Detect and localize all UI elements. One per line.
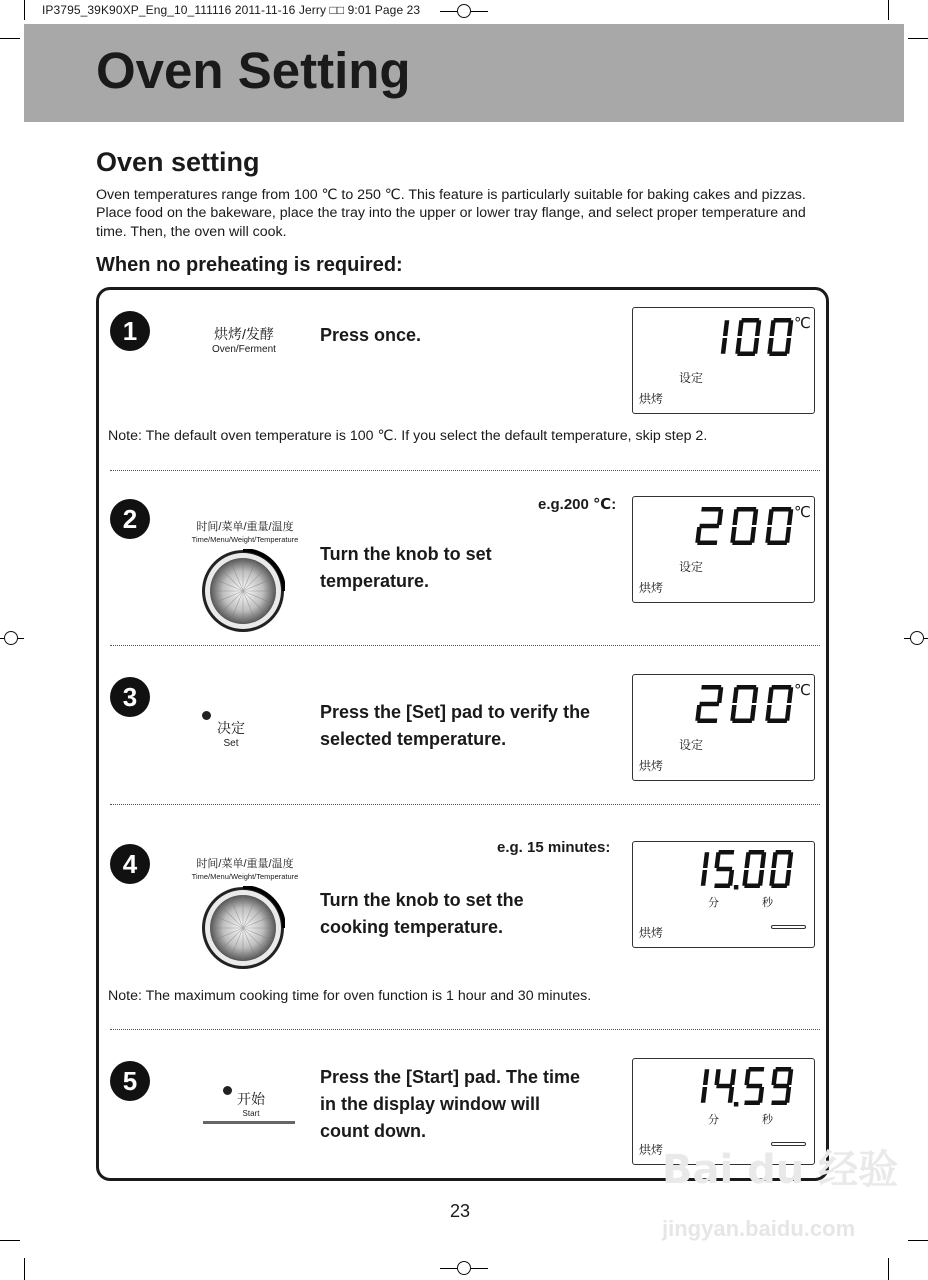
lcd-segment (758, 1087, 764, 1103)
lcd-segment (787, 509, 793, 525)
lcd-segment (785, 705, 791, 721)
step-number: 3 (110, 677, 150, 717)
lcd-segment (769, 320, 775, 336)
step-example: e.g.200 ℃: (538, 496, 617, 513)
lcd-segment (703, 1069, 709, 1085)
step-number: 4 (110, 844, 150, 884)
button-label-cn: 烘烤/发酵 (214, 326, 274, 342)
lcd-segment (750, 527, 756, 543)
lcd-segment (744, 1069, 750, 1085)
lcd-segment (730, 527, 736, 543)
lcd-segment (732, 541, 752, 546)
button-label-cn: 开始 (237, 1091, 265, 1107)
lcd-segment (717, 509, 723, 525)
knob-icon (201, 549, 285, 633)
lcd-mode-label: 烘烤 (639, 759, 664, 773)
lcd-segment (697, 719, 717, 724)
knob-label (175, 855, 315, 881)
lcd-segment (752, 509, 758, 525)
crop-mark (888, 1258, 889, 1280)
lcd-minute-label: 分 (708, 1114, 719, 1126)
crop-mark (908, 38, 928, 39)
lcd-segment (744, 852, 750, 868)
lcd-segment (767, 509, 773, 525)
lcd-segment (767, 687, 773, 703)
lcd-segment (723, 320, 729, 336)
lcd-segment (695, 705, 701, 721)
step-instruction: Turn the knob to set the cooking temperature. (320, 890, 524, 937)
knob-icon (201, 886, 285, 970)
lcd-minute-label: 分 (708, 897, 719, 909)
lcd-display (632, 496, 815, 603)
crop-mark (0, 1240, 20, 1241)
crop-mark (0, 38, 20, 39)
lcd-segment (785, 338, 791, 354)
lcd-mode-label: 烘烤 (639, 581, 664, 595)
lcd-segment (714, 1069, 720, 1085)
step-instruction: Press the [Start] pad. The time in the display window will count down. (320, 1067, 581, 1141)
indicator-dot (223, 1086, 232, 1095)
lcd-segment (736, 685, 756, 690)
crop-mark (24, 1258, 25, 1280)
knob-label-en: Time/Menu/Weight/Temperature (191, 872, 299, 881)
lcd-segment (695, 527, 701, 543)
step-instruction: Press the [Set] pad to verify the selected temperature. (320, 702, 591, 749)
lcd-segment (767, 541, 787, 546)
registration-mark-icon (457, 1261, 471, 1275)
start-pad-line (203, 1121, 295, 1124)
lcd-segment (765, 705, 771, 721)
lcd-segment (771, 1069, 777, 1085)
lcd-segment (732, 509, 738, 525)
lcd-segment (753, 338, 759, 354)
lcd-segment (771, 685, 791, 690)
step-divider (110, 1029, 820, 1030)
lcd-segment (732, 719, 752, 724)
lcd-segment (765, 527, 771, 543)
lcd-segment (758, 870, 764, 886)
lcd-display (632, 674, 815, 781)
lcd-set-label: 设定 (679, 738, 704, 752)
step-divider (110, 470, 820, 471)
registration-mark-icon (457, 4, 471, 18)
lcd-set-label: 设定 (679, 560, 704, 574)
lcd-segment (785, 1087, 791, 1103)
lcd-segment (732, 687, 738, 703)
button-label-en: Start (242, 1109, 260, 1118)
lcd-progress-bar (771, 925, 806, 929)
oven-ferment-button[interactable] (212, 324, 276, 355)
crop-mark (888, 0, 889, 20)
start-button[interactable] (237, 1089, 265, 1118)
lcd-mode-label: 烘烤 (639, 926, 664, 940)
subheading: When no preheating is required: (96, 254, 403, 276)
lcd-unit: ℃ (794, 504, 811, 521)
lcd-segment (736, 507, 756, 512)
title-banner (24, 24, 904, 122)
lcd-second-label: 秒 (762, 897, 773, 909)
knob-label (175, 518, 315, 544)
lcd-segment (750, 705, 756, 721)
lcd-segment (755, 320, 761, 336)
lcd-segment (703, 852, 709, 868)
lcd-segment (701, 685, 721, 690)
baidu-watermark: Bai du 经验 (662, 1147, 899, 1193)
step-example: e.g. 15 minutes: (497, 839, 611, 856)
intro-paragraph: Oven temperatures range from 100 ℃ to 250 ℃. This feature is particularly suitable for baking cakes and pizzas. Place food on the bakeware, place the tray into the upper or lower tray flange, and select proper temperature and time. Then, the oven will cook. (96, 187, 806, 240)
lcd-segment (701, 507, 721, 512)
lcd-segment (730, 1069, 736, 1085)
page-number: 23 (450, 1201, 471, 1221)
lcd-decimal-point (734, 1102, 739, 1107)
button-label-en: Oven/Ferment (212, 344, 276, 355)
registration-mark-icon (4, 631, 18, 645)
lcd-segment (771, 1101, 787, 1106)
registration-mark-icon (910, 631, 924, 645)
lcd-segment (767, 719, 787, 724)
lcd-segment (728, 870, 734, 886)
time-menu-knob[interactable] (201, 549, 285, 638)
time-menu-knob[interactable] (201, 886, 285, 975)
button-label-en: Set (223, 738, 239, 749)
lcd-unit: ℃ (794, 315, 811, 332)
lcd-segment (742, 870, 748, 886)
lcd-display (632, 307, 815, 414)
lcd-segment (699, 524, 719, 529)
step-divider (110, 804, 820, 805)
step-number: 2 (110, 499, 150, 539)
crop-mark (24, 0, 25, 20)
lcd-segment (787, 687, 793, 703)
baidu-watermark-url: jingyan.baidu.com (662, 1216, 856, 1241)
step-divider (110, 645, 820, 646)
lcd-segment (760, 852, 766, 868)
lcd-segment (752, 687, 758, 703)
knob-label-cn: 时间/菜单/重量/温度 (196, 858, 294, 870)
lcd-segment (744, 1101, 760, 1106)
lcd-segment (769, 870, 775, 886)
lcd-segment (771, 852, 777, 868)
section-title: Oven setting (96, 147, 260, 177)
lcd-segment (771, 507, 791, 512)
button-label-cn: 决定 (217, 720, 245, 736)
lcd-mode-label: 烘烤 (639, 392, 664, 406)
indicator-dot (202, 711, 211, 720)
crop-mark (908, 1240, 928, 1241)
knob-label-cn: 时间/菜单/重量/温度 (196, 521, 294, 533)
lcd-segment (714, 852, 720, 868)
lcd-segment (787, 852, 793, 868)
lcd-segment (701, 870, 707, 886)
step-instruction: Press once. (320, 325, 422, 345)
print-header: IP3795_39K90XP_Eng_10_111116 2011-11-16 Jerry □□ 9:01 Page 23 (42, 3, 421, 17)
banner-title: Oven Setting (96, 42, 411, 99)
lcd-segment (714, 884, 730, 889)
lcd-segment (773, 1084, 789, 1089)
lcd-set-label: 设定 (679, 371, 704, 385)
lcd-mode-label: 烘烤 (639, 1143, 664, 1157)
lcd-decimal-point (734, 885, 739, 890)
lcd-segment (728, 1087, 734, 1103)
lcd-segment (699, 702, 719, 707)
lcd-unit: ℃ (794, 682, 811, 699)
lcd-display (632, 841, 815, 948)
step-number: 1 (110, 311, 150, 351)
step-note: Note: The default oven temperature is 100 ℃. If you select the default temperature, skip step 2. (108, 428, 708, 444)
step-instruction: Turn the knob to set temperature. (320, 544, 492, 591)
lcd-segment (735, 338, 741, 354)
set-button[interactable] (217, 718, 245, 749)
lcd-segment (721, 338, 727, 354)
step-note: Note: The maximum cooking time for oven function is 1 hour and 30 minutes. (108, 988, 592, 1004)
lcd-segment (717, 687, 723, 703)
lcd-segment (701, 1087, 707, 1103)
lcd-segment (787, 1069, 793, 1085)
knob-label-en: Time/Menu/Weight/Temperature (191, 535, 299, 544)
step-number: 5 (110, 1061, 150, 1101)
lcd-segment (785, 870, 791, 886)
lcd-segment (787, 320, 793, 336)
lcd-second-label: 秒 (762, 1114, 773, 1126)
lcd-segment (730, 705, 736, 721)
lcd-segment (785, 527, 791, 543)
lcd-segment (767, 338, 773, 354)
lcd-segment (737, 320, 743, 336)
lcd-segment (697, 541, 717, 546)
